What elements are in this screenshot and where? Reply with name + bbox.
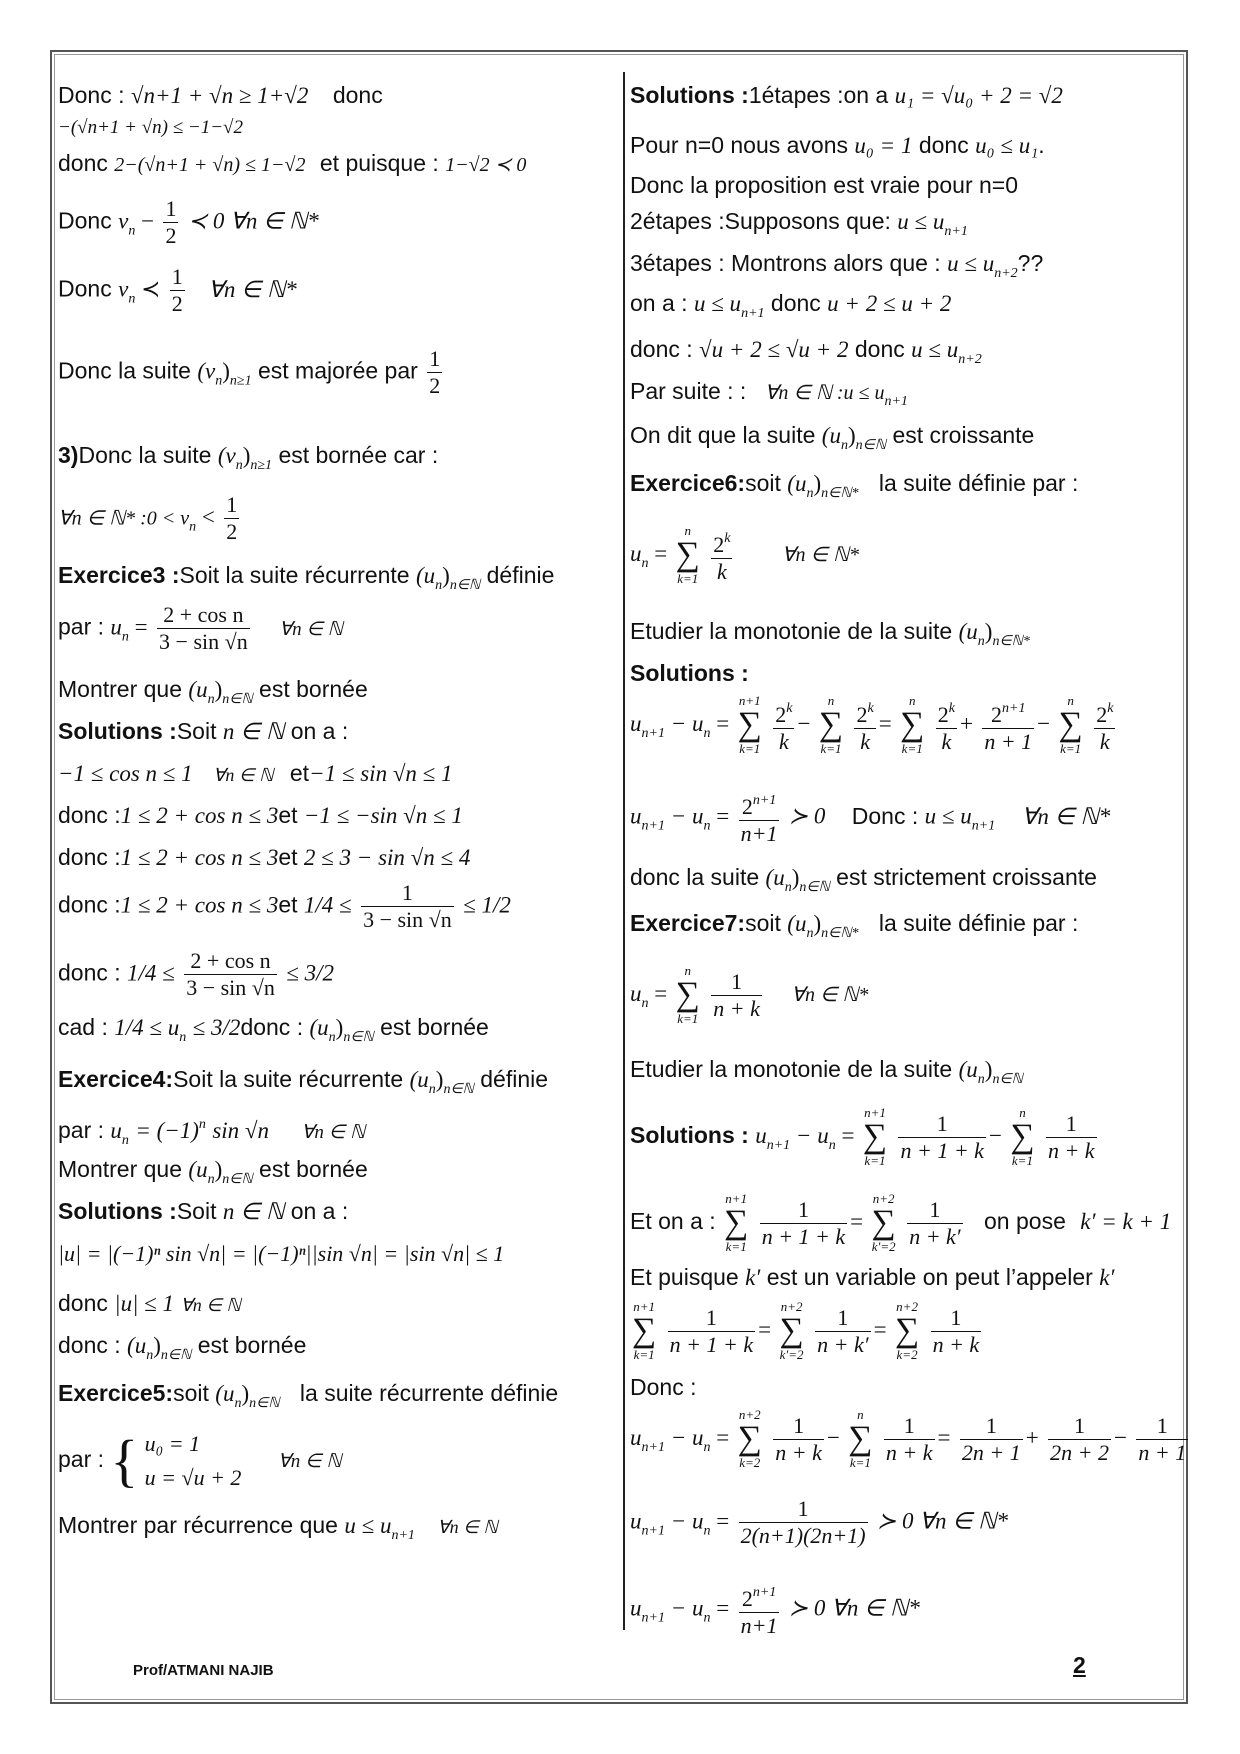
math: u ≤ u [344, 1513, 392, 1538]
text: la suite définie par : [878, 470, 1079, 496]
exercise7-title: Exercice7:soit $(u_n)_{n\in ℕ*}$ la suite définie par : [630, 910, 1079, 941]
math: ∀n ∈ ℕ* [781, 544, 859, 567]
text: Donc la suite [78, 442, 212, 468]
text: 3étapes : Montrons alors que : [630, 250, 941, 276]
left-line-5: Donc $v_n$ ≺ $\frac{1}{2}$ ∀n ∈ ℕ* [58, 264, 297, 316]
text: la suite récurrente définie [299, 1380, 559, 1406]
text: Solutions : [630, 82, 749, 108]
math: n ∈ ℕ [222, 1199, 285, 1224]
fraction: $\frac{1}{3 - \sin √n}$ [363, 880, 452, 932]
right-line-4: 2étapes :Supposons que: $u \le u_{n+1}$ [630, 208, 968, 239]
text: donc [332, 82, 383, 108]
right-line-7: donc : √u + 2 ≤ √u + 2 donc $u \le u_{n+2}$ [630, 336, 982, 367]
math: |u| = |(−1)ⁿ sin √n| = |(−1)ⁿ||sin √n| = |sin √n| ≤ 1 [58, 1241, 505, 1266]
text: et [278, 802, 298, 828]
math: ∀n ∈ ℕ* [208, 276, 297, 302]
exercise4-title: Exercice4:Soit la suite récurrente $(u_n)_{n\in ℕ}$ définie [58, 1066, 549, 1097]
math: 2 ≤ 3 − sin √n ≤ 4 [303, 845, 471, 870]
text: On dit que la suite [630, 422, 816, 448]
left-line-1 [58, 80, 383, 111]
text: définie [486, 562, 555, 588]
exercise4-question: Montrer que $(u_n)_{n\in ℕ}$ est bornée [58, 1156, 368, 1187]
exercise6-title: Exercice6:soit $(u_n)_{n\in ℕ*}$ la suite définie par : [630, 470, 1079, 501]
text: par : [58, 1446, 105, 1472]
text: Montrer par récurrence que [58, 1512, 338, 1538]
math: ∀n ∈ ℕ [437, 1517, 498, 1537]
solution4-line-1 [58, 1238, 504, 1269]
text: 3) [58, 442, 79, 468]
solution6-line-1: $u_{n+1} - u_n$ = n+1 ∑ k=1 $\frac{2^k}{k}$ − n ∑ k=1 $\frac{2^k}{k}$ = n ∑ k=1 $\frac{2^k}{k}$ + $\frac{2^{n+1}}{n + 1}$ − n ∑ k=1 $\frac{2^k}{k}$ [630, 693, 1114, 756]
text: par : [58, 1117, 105, 1143]
math: u₀ = 1 [854, 133, 913, 158]
math: (v [197, 358, 216, 384]
math: ∀n ∈ ℕ* :0 < v [58, 507, 190, 530]
solution7-line-2: Et on a : n+1 ∑ k=1 $\frac{1}{n + 1 + k}$ = n+2 ∑ k′=2 $\frac{1}{n + k'}$ on pose k′ = k + 1 [630, 1191, 1172, 1254]
system: u₀ = 1 u = √u + 2 [144, 1430, 242, 1490]
exercise7-question: Etudier la monotonie de la suite $(u_n)_{n\in ℕ}$ [630, 1056, 1023, 1087]
text: on pose [984, 1208, 1066, 1235]
math: −(√n+1 + √n) ≤ −1−√2 [58, 117, 243, 138]
exercise6-question: Etudier la monotonie de la suite $(u_n)_{n\in ℕ*}$ [630, 618, 1030, 649]
math: v [118, 276, 129, 302]
text: Donc la proposition est vraie pour n=0 [630, 172, 1019, 198]
math: u ≤ u [897, 209, 945, 234]
text: donc : [630, 336, 693, 362]
math: 2−(√n+1 + √n) ≤ 1−√2 [114, 154, 306, 176]
text: définie [480, 1066, 549, 1092]
math: ∀n ∈ ℕ [301, 1122, 366, 1143]
text: Et puisque [630, 1264, 739, 1290]
math: 1 ≤ 2 + cos n ≤ 3 [120, 803, 279, 828]
solution4-line-2 [58, 1288, 241, 1320]
text: et puisque : [319, 150, 439, 176]
fraction: $\frac{\text{2 + cos n}}{3 - \sin √n}$ [159, 602, 248, 654]
fraction: $\frac{1}{2}$ [165, 196, 177, 248]
right-line-2: Pour n=0 nous avons u₀ = 1 donc u₀ ≤ u₁. [630, 132, 1045, 158]
text: on a : [290, 718, 349, 744]
text: donc [770, 290, 821, 316]
math: ≤ 3/2 [192, 1015, 241, 1040]
text: Par suite : : [630, 378, 747, 404]
text: donc : [58, 802, 121, 828]
math: ∀n ∈ ℕ [213, 765, 274, 785]
text: donc : [58, 844, 121, 870]
solution3-title [58, 716, 348, 747]
solution4-line-3: donc : $(u_n)_{n\in ℕ}$ est bornée [58, 1332, 307, 1363]
math: sin √n [212, 1118, 270, 1143]
text: et [278, 844, 298, 870]
text: soit [745, 910, 781, 936]
text: on a : [630, 290, 688, 316]
fraction: $\frac{1}{2}$ [171, 264, 183, 316]
text: est un variable on peut l’appeler [766, 1264, 1093, 1290]
exercise3-question: Montrer que $(u_n)_{n\in ℕ}$ est bornée [58, 676, 368, 707]
text: donc : [58, 1332, 121, 1358]
math: ≻ 0 ∀n ∈ ℕ* [788, 1595, 920, 1621]
exercise6-def: $u_n$ = n ∑ k=1 $\frac{2^k}{k}$ ∀n ∈ ℕ* [630, 523, 859, 586]
text: donc [918, 132, 969, 158]
text: cad : [58, 1014, 108, 1040]
math: −1 ≤ sin √n ≤ 1 [309, 761, 453, 786]
text: Donc : [630, 1374, 697, 1400]
solution7-line-3 [630, 1262, 1114, 1293]
text: ?? [1017, 250, 1044, 276]
math: ∀n ∈ ℕ* [791, 984, 869, 1007]
text: Donc : [58, 82, 125, 108]
math: 1 ≤ 2 + cos n ≤ 3 [120, 892, 279, 918]
sigma: n ∑ k=1 [675, 523, 700, 586]
text: Etudier la monotonie de la suite [630, 1056, 953, 1082]
text: Etudier la monotonie de la suite [630, 618, 953, 644]
right-line-9: On dit que la suite $(u_n)_{n\in ℕ}$ est croissante [630, 422, 1035, 453]
fraction: $\frac{1}{2}$ [226, 492, 238, 544]
solution3-line-4 [58, 880, 511, 933]
fraction: $\frac{2^k}{k}$ [711, 526, 732, 585]
solution3-line-3 [58, 842, 470, 873]
column-divider [623, 72, 625, 1630]
math: 1/4 ≤ [303, 892, 352, 918]
text: et [278, 891, 298, 918]
text: par : [58, 613, 105, 640]
page-number: 2 [1073, 1652, 1086, 1678]
text: est croissante [892, 422, 1035, 448]
text: Solutions : [58, 1198, 177, 1224]
text: Soit la suite récurrente [179, 562, 410, 588]
text: Exercice6: [630, 470, 746, 496]
math: u ≤ u [693, 291, 742, 316]
text: est bornée [259, 676, 368, 702]
math: ∀n ∈ ℕ* [1021, 803, 1111, 829]
text: Soit [176, 1198, 217, 1224]
solution3-line-5 [58, 948, 334, 1001]
text: soit [173, 1380, 209, 1406]
solution7-line-5: $u_{n+1} - u_n$ = n+2 ∑ k=2 $\frac{1}{n + k}$ − n ∑ k=1 $\frac{1}{n + k}$ = $\frac{1}{2n + 1}$ + $\frac{1}{2n + 2}$ − $\frac{1}{n + 1}$ [630, 1407, 1187, 1470]
text: donc [58, 150, 108, 176]
text: Exercice4: [58, 1066, 174, 1092]
exercise5-title: Exercice5:soit $(u_n)_{n\in ℕ}$ la suite récurrente définie [58, 1380, 559, 1411]
text: on a : [290, 1198, 349, 1224]
math: u₀ ≤ u₁ [975, 133, 1039, 158]
text: est bornée car : [278, 442, 439, 468]
math: ≤ 3/2 [286, 960, 335, 986]
left-line-6: Donc la suite $(v_n)_{n\ge 1}$ est majorée par $\frac{1}{2}$ [58, 346, 441, 398]
text: Donc la suite [58, 357, 191, 384]
exercise3-def: par : $u_n$ = $\frac{\text{2 + cos n}}{3 - \sin √n}$ ∀n ∈ ℕ [58, 602, 343, 654]
math: u + 2 ≤ u + 2 [827, 291, 952, 316]
solution7-line-4: n+1 ∑ k=1 $\frac{1}{n + 1 + k}$ = n+2 ∑ k′=2 $\frac{1}{n + k'}$ = n+2 ∑ k=2 $\frac{1}{n + k}$ [632, 1299, 980, 1362]
text: est bornée [197, 1332, 307, 1358]
math: ∀n ∈ ℕ [279, 618, 343, 640]
text: soit [745, 470, 781, 496]
solution6-title [630, 658, 749, 688]
left-line-2 [58, 112, 243, 143]
math: ≻ 0 [788, 803, 826, 829]
solution3-line-1 [58, 758, 453, 790]
math: 1 ≤ 2 + cos n ≤ 3 [120, 845, 279, 870]
math: = (−1) [135, 1118, 199, 1143]
math: −1 ≤ cos n ≤ 1 [58, 761, 193, 786]
left-line-7: 3)Donc la suite $(v_n)_{n\ge 1}$ est bornée car : [58, 442, 439, 473]
text: donc : [58, 959, 121, 986]
text: est bornée [380, 1014, 489, 1040]
solution3-line-6: cad : $1/4 \le u_n$ ≤ 3/2donc : $(u_n)_{n\in ℕ}$ est bornée [58, 1014, 489, 1045]
text: est bornée [259, 1156, 368, 1182]
text: Montrer que [58, 1156, 183, 1182]
text: Solutions : [58, 718, 177, 744]
text: 1étapes :on a [748, 82, 889, 108]
text: Pour n=0 nous avons [630, 132, 849, 158]
math: |u| ≤ 1 [114, 1291, 175, 1316]
exercise4-def: par : $u_n = (-1)^n$ sin √n ∀n ∈ ℕ [58, 1117, 366, 1148]
left-line-3 [58, 148, 526, 180]
author-footer: Prof/ATMANI NAJIB [133, 1662, 274, 1679]
text: la suite définie par : [878, 910, 1079, 936]
solution3-line-2 [58, 800, 463, 831]
exercise5-question: Montrer par récurrence que $u \le u_{n+1}$ ∀n ∈ ℕ [58, 1512, 498, 1543]
text: Soit la suite récurrente [173, 1066, 404, 1092]
text: Donc [58, 275, 112, 302]
right-line-3 [630, 170, 1018, 200]
text: Et on a : [630, 1208, 716, 1235]
math: 1/4 ≤ [127, 960, 175, 986]
math: u ≤ u [924, 803, 972, 829]
solution6-line-2: $u_{n+1} - u_n$ = $\frac{2^{n+1}}{n+1}$ ≻ 0 Donc : $u \le u_{n+1}$ ∀n ∈ ℕ* [630, 788, 1110, 847]
right-line-8: Par suite : : ∀n ∈ ℕ :u ≤ $u_{n+1}$ [630, 378, 908, 409]
right-line-1 [630, 80, 1063, 111]
text: Montrer que [58, 676, 183, 702]
exercise3-title: Exercice3 :Soit la suite récurrente $(u_n)_{n\in ℕ}$ définie [58, 562, 555, 593]
fraction: $\frac{\text{2 + cos n}}{3 - \sin √n}$ [186, 948, 275, 1000]
text: Exercice5: [58, 1380, 174, 1406]
math: ≻ 0 ∀n ∈ ℕ* [877, 1508, 1008, 1534]
solution6-conclusion: donc la suite $(u_n)_{n\in ℕ}$ est strictement croissante [630, 864, 1097, 895]
fraction: $\frac{1}{2}$ [429, 346, 441, 398]
solution7-donc [630, 1372, 696, 1402]
text: Solutions : [630, 660, 749, 686]
math: n ∈ ℕ [222, 719, 285, 744]
solution7-line-6: $u_{n+1} - u_n$ = $\frac{1}{2(n+1)(2n+1)}$ ≻ 0 ∀n ∈ ℕ* [630, 1496, 1008, 1548]
text: donc [854, 336, 905, 362]
text: est strictement croissante [836, 864, 1097, 890]
math: k′ [1099, 1265, 1115, 1290]
math: u ≤ u [947, 251, 995, 276]
math: k′ = k + 1 [1080, 1209, 1172, 1235]
exercise5-def: par : { u₀ = 1 u = √u + 2 ∀n ∈ ℕ [58, 1427, 342, 1493]
math: u ≤ u [911, 337, 959, 362]
math: ∀n ∈ ℕ [180, 1295, 241, 1315]
math: ∀n ∈ ℕ [277, 1451, 342, 1472]
left-line-8: ∀n ∈ ℕ* :0 < $v_n$ < $\frac{1}{2}$ [58, 492, 238, 544]
text: et [289, 760, 310, 786]
solution7-line-7: $u_{n+1} - u_n$ = $\frac{2^{n+1}}{n+1}$ ≻ 0 ∀n ∈ ℕ* [630, 1580, 920, 1639]
math: u₁ = √u₀ + 2 = √2 [894, 83, 1063, 108]
right-line-6: on a : $u \le u_{n+1}$ donc u + 2 ≤ u + 2 [630, 290, 952, 321]
text: donc : [58, 891, 121, 918]
text: est majorée par [257, 357, 418, 384]
math: 1−√2 ≺ 0 [445, 154, 527, 176]
text: donc : [240, 1014, 304, 1040]
text: Donc [58, 207, 112, 234]
solution4-title [58, 1196, 348, 1227]
math: √n+1 + √n ≥ 1+√2 [130, 83, 309, 108]
text: Solutions : [630, 1122, 749, 1149]
math: (v [217, 443, 236, 468]
text: Soit [176, 718, 217, 744]
text: 2étapes :Supposons que: [630, 208, 891, 234]
math: k′ [745, 1265, 761, 1290]
math: √u + 2 ≤ √u + 2 [699, 337, 849, 362]
math: ∀n ∈ ℕ :u ≤ u [764, 382, 885, 404]
math: ≺ 0 ∀n ∈ ℕ* [187, 208, 319, 234]
text: Exercice7: [630, 910, 746, 936]
text: Exercice3 : [58, 562, 180, 588]
text: Donc : [851, 802, 919, 829]
exercise7-def: $u_n$ = n ∑ k=1 $\frac{1}{n + k}$ ∀n ∈ ℕ* [630, 963, 869, 1026]
right-line-5: 3étapes : Montrons alors que : $u \le u_{n+2}$?? [630, 250, 1044, 281]
left-line-4: Donc $v_n$ − $\frac{1}{2}$ ≺ 0 ∀n ∈ ℕ* [58, 196, 319, 248]
solution7-line-1: Solutions : $u_{n+1} - u_n$ = n+1 ∑ k=1 $\frac{1}{n + 1 + k}$ − n ∑ k=1 $\frac{1}{n + k}$ [630, 1105, 1095, 1168]
math: v [118, 208, 129, 234]
math: −1 ≤ −sin √n ≤ 1 [303, 803, 463, 828]
text: donc la suite [630, 864, 760, 890]
math: 1/4 ≤ u [114, 1015, 180, 1040]
math: ≤ 1/2 [463, 892, 511, 918]
text: donc [58, 1290, 108, 1316]
